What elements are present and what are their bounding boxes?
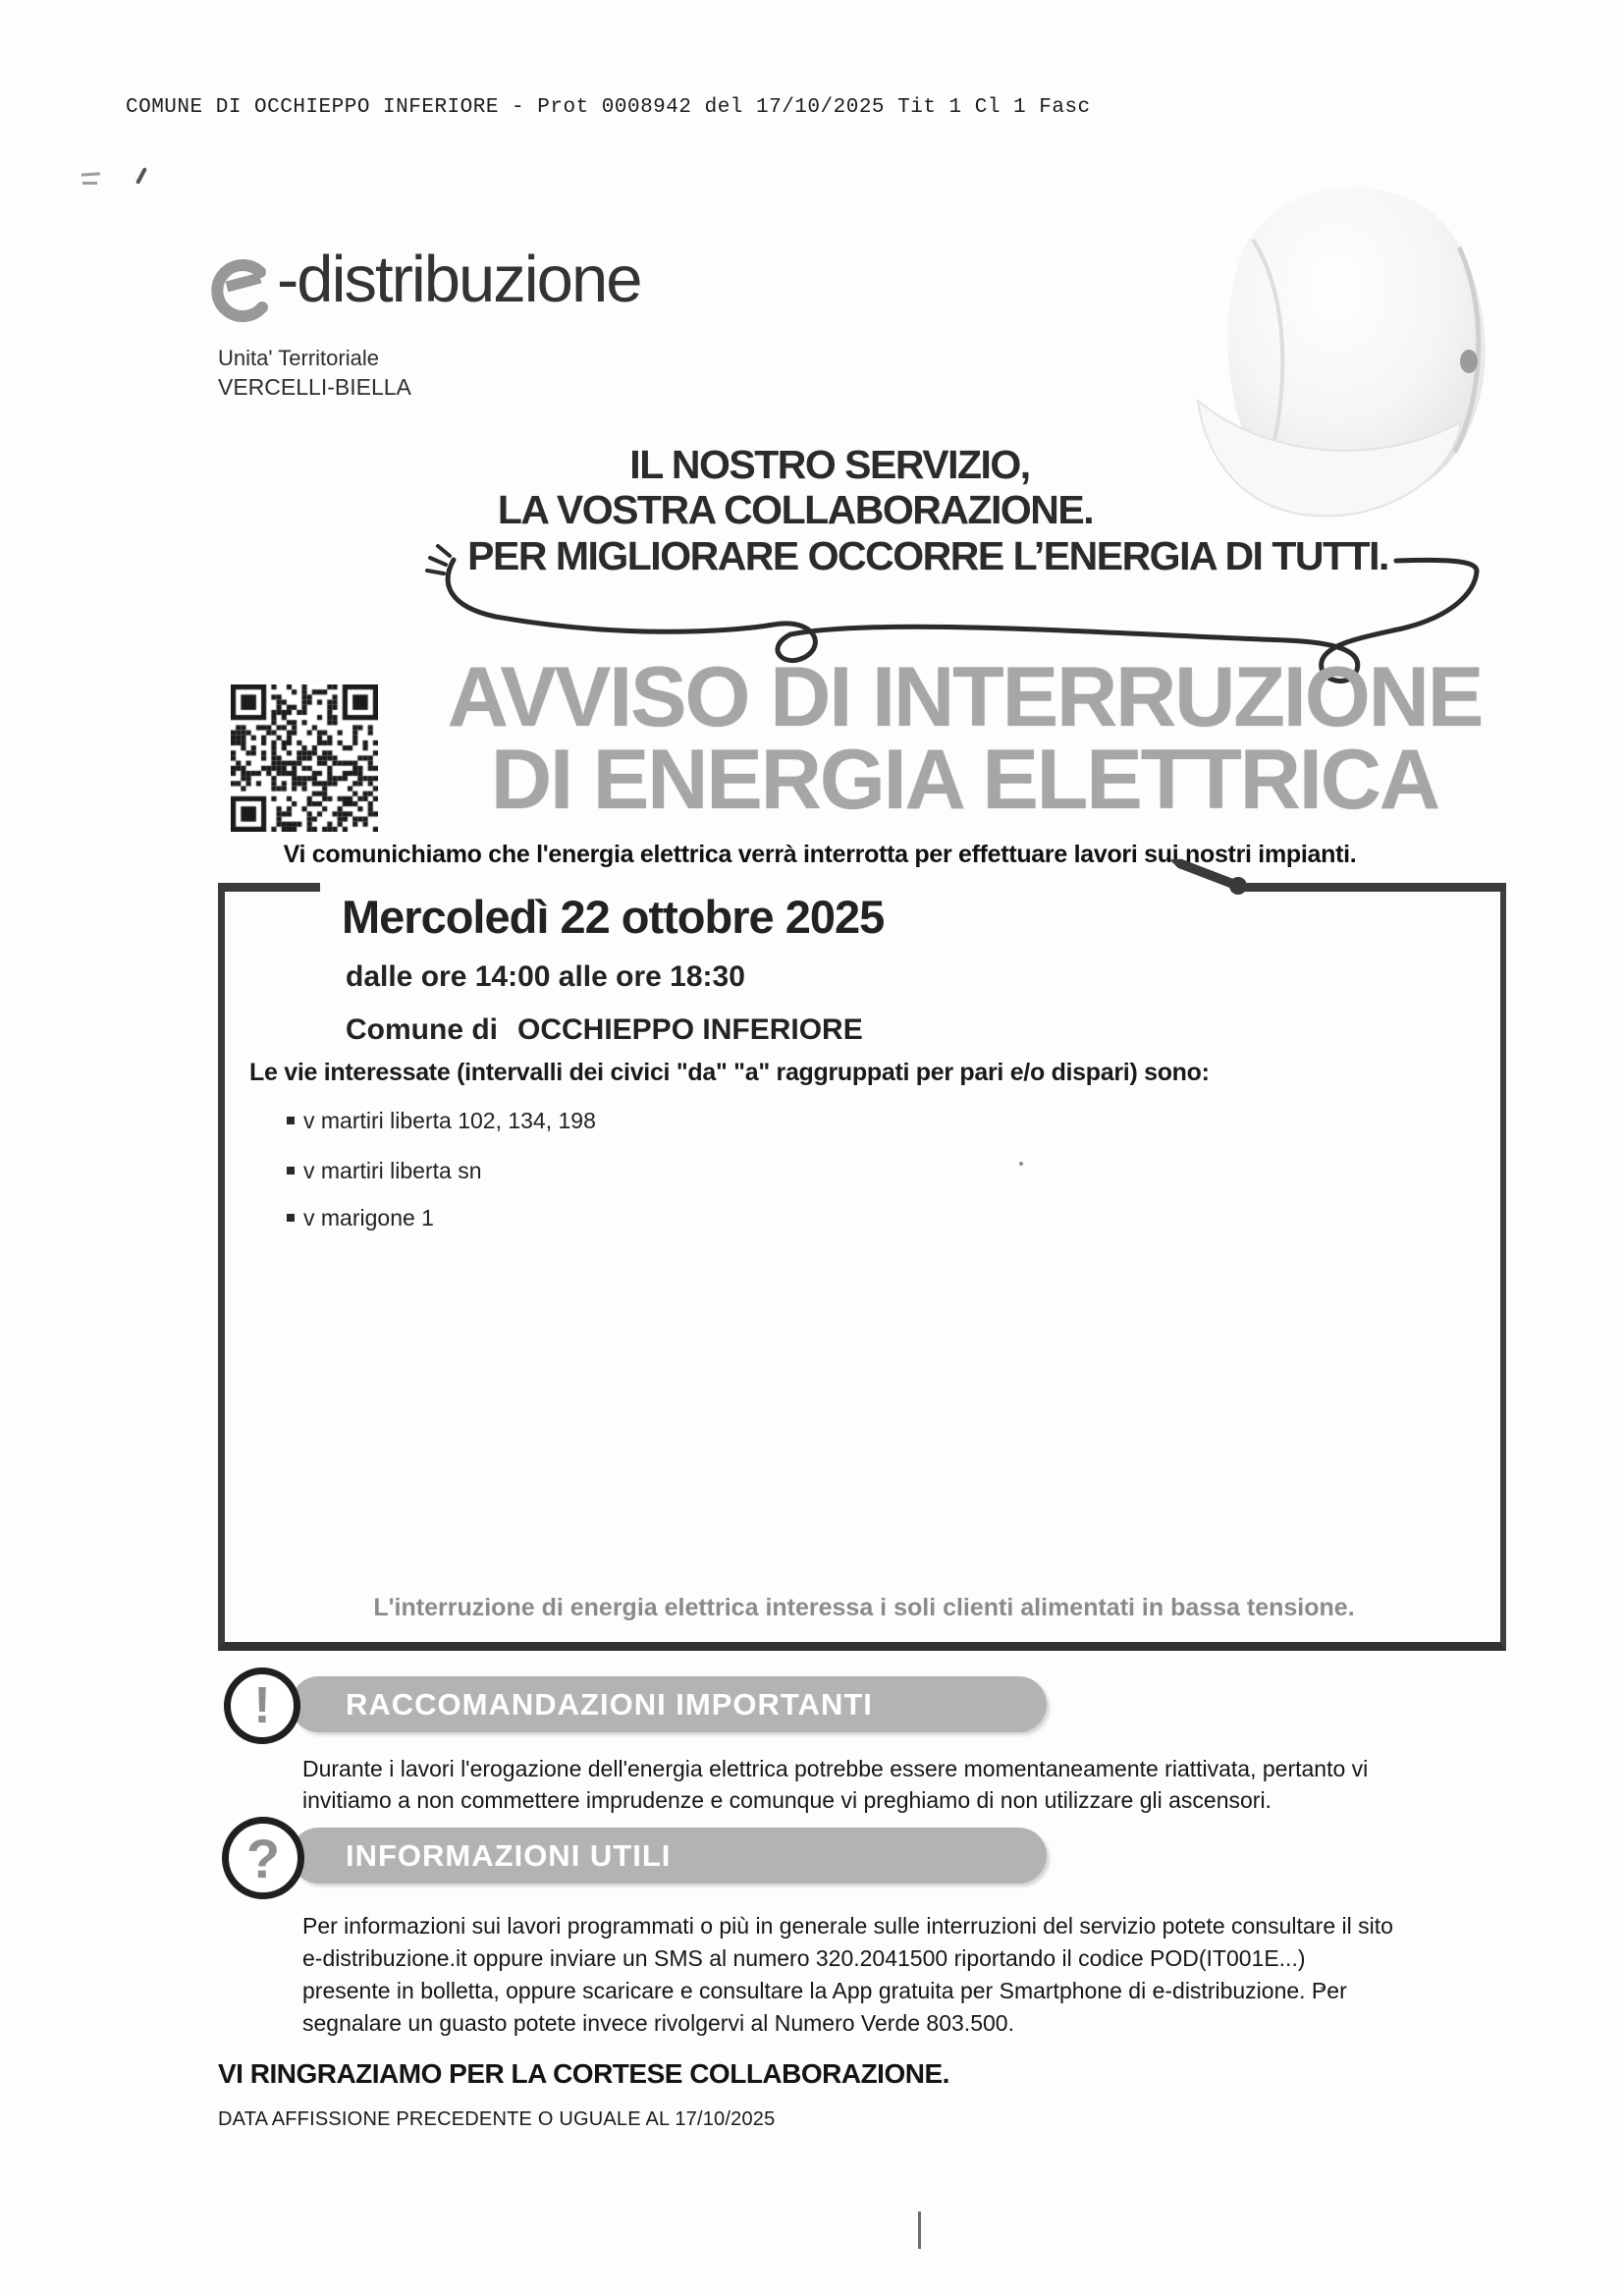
comune-prefix: Comune di <box>346 1013 498 1046</box>
outage-box-top-right-segment <box>1239 883 1506 892</box>
protocol-header: COMUNE DI OCCHIEPPO INFERIORE - Prot 0008942 del 17/10/2025 Tit 1 Cl 1 Fasc <box>126 96 1091 119</box>
info-text-line: presente in bolletta, oppure scaricare e consultare la App gratuita per Smartphone di e-distribuzione. Per <box>302 1978 1347 2003</box>
scan-artifact <box>918 2212 921 2249</box>
slogan-line-3: PER MIGLIORARE OCCORRE L’ENERGIA DI TUTTI. <box>467 533 1388 578</box>
info-text-line: segnalare un guasto potete invece rivolgervi al Numero Verde 803.500. <box>302 2010 1014 2036</box>
slogan-line-2: LA VOSTRA COLLABORAZIONE. <box>497 487 1094 532</box>
slogan-line-1: IL NOSTRO SERVIZIO, <box>629 442 1030 487</box>
outage-box <box>218 883 1506 1651</box>
recommendations-banner <box>291 1676 1047 1732</box>
street-name: v marigone 1 <box>303 1205 434 1230</box>
recommendations-text-line: Durante i lavori l'erogazione dell'energia elettrica potrebbe essere momentaneamente riattivata, pertanto vi <box>302 1756 1369 1781</box>
bullet-icon <box>287 1117 295 1124</box>
unit-label: Unita' Territoriale <box>218 346 379 370</box>
bullet-icon <box>287 1214 295 1222</box>
question-icon <box>222 1817 304 1899</box>
qr-code <box>231 684 378 832</box>
info-text-line: e-distribuzione.it oppure inviare un SMS al numero 320.2041500 riportando il codice POD(IT001E...) <box>302 1945 1306 1971</box>
street-name: v martiri liberta sn <box>303 1158 482 1183</box>
info-banner <box>291 1828 1047 1884</box>
exclamation-glyph: ! <box>253 1677 271 1734</box>
scan-artifact <box>82 182 97 185</box>
recommendations-title: RACCOMANDAZIONI IMPORTANTI <box>346 1687 873 1722</box>
info-title: INFORMAZIONI UTILI <box>346 1838 672 1873</box>
notice-intro: Vi comunichiamo che l'energia elettrica verrà interrotta per effettuare lavori sui nostri impianti. <box>283 841 1357 868</box>
scan-artifact <box>81 172 100 176</box>
info-text-line: Per informazioni sui lavori programmati o più in generale sulle interruzioni del servizio potete consultare il sito <box>302 1913 1393 1939</box>
exclamation-icon <box>224 1667 300 1744</box>
logo-text: -distribuzione <box>277 243 641 316</box>
unit-name: VERCELLI-BIELLA <box>218 374 411 400</box>
street-name: v martiri liberta 102, 134, 198 <box>303 1108 596 1133</box>
bullet-icon <box>287 1167 295 1175</box>
question-glyph: ? <box>245 1827 281 1889</box>
helmet-image <box>1168 155 1502 528</box>
logo-e-icon <box>209 257 272 324</box>
scan-artifact <box>135 167 147 185</box>
outage-comune <box>346 1013 863 1047</box>
outage-time: dalle ore 14:00 alle ore 18:30 <box>346 960 745 993</box>
notice-title-line-2: DI ENERGIA ELETTRICA <box>491 733 1438 827</box>
outage-date: Mercoledì 22 ottobre 2025 <box>342 891 885 943</box>
outage-box-top-left-segment <box>218 883 320 892</box>
pencil-joint-dot <box>1229 877 1247 895</box>
comune-name: OCCHIEPPO INFERIORE <box>517 1013 863 1046</box>
posting-date-line: DATA AFFISSIONE PRECEDENTE O UGUALE AL 17/10/2025 <box>218 2108 776 2130</box>
thanks-line: VI RINGRAZIAMO PER LA CORTESE COLLABORAZIONE. <box>218 2058 949 2089</box>
notice-title-line-1: AVVISO DI INTERRUZIONE <box>447 650 1483 744</box>
low-voltage-note: L'interruzione di energia elettrica interessa i soli clienti alimentati in bassa tensione. <box>373 1594 1355 1621</box>
streets-heading: Le vie interessate (intervalli dei civici "da" "a" raggruppati per pari e/o dispari) sono: <box>249 1059 1210 1086</box>
recommendations-text-line: invitiamo a non commettere imprudenze e comunque vi preghiamo di non utilizzare gli ascensori. <box>302 1787 1271 1813</box>
